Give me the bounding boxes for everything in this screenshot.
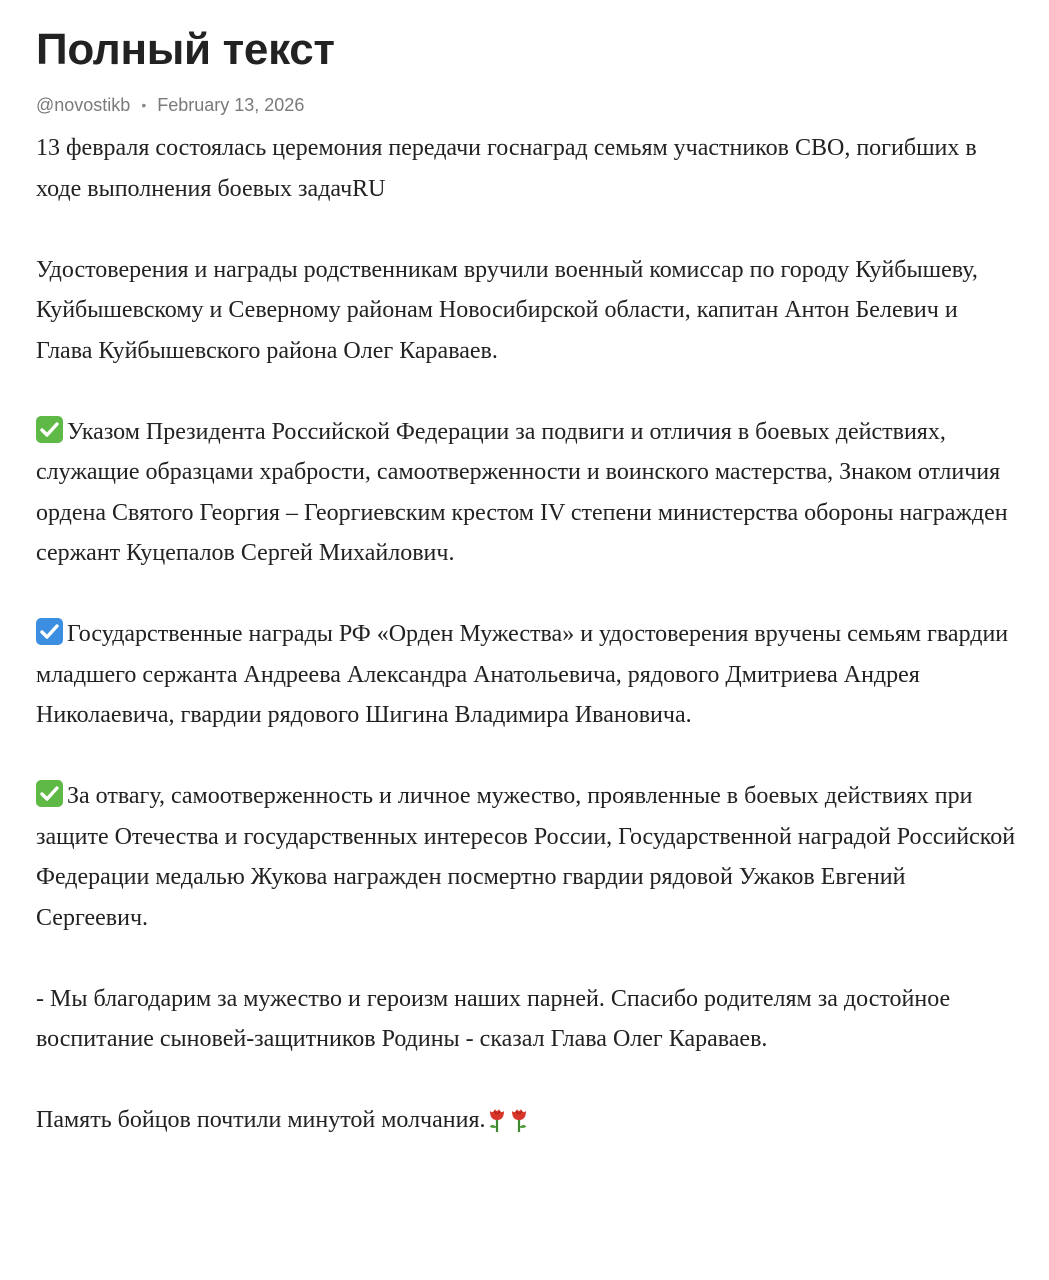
paragraph-text: Государственные награды РФ «Орден Мужества» и удостоверения вручены семьям гвардии младшего сержанта Андреева Александра Анатольевича, рядового Дмитриева Андрея Николаевича, гвардии рядового Шигина Владимира Ивановича. <box>36 621 1009 728</box>
paragraph <box>36 128 1016 209</box>
paragraph <box>36 1100 1016 1141</box>
article <box>36 24 1016 1141</box>
paragraph-text: Указом Президента Российской Федерации за подвиги и отличия в боевых действиях, служащие образцами храбрости, самоотверженности и воинского мастерства, Знаком отличия ордена Святого Георгия – Георгиевским крестом IV степени министерства обороны награжден сержант Куцепалов Сергей Михайлович. <box>36 418 1008 566</box>
check-mark-button-green-icon <box>36 780 63 807</box>
paragraph-text: Удостоверения и награды родственникам вручили военный комиссар по городу Куйбышеву, Куйбышевскому и Северному районам Новосибирской области, капитан Антон Белевич и Глава Куйбышевского района Олег Караваев. <box>36 256 978 364</box>
page-title: Полный текст <box>36 25 335 74</box>
paragraph <box>36 412 1016 574</box>
paragraph <box>36 776 1016 938</box>
paragraph-text: Память бойцов почтили минутой молчания. <box>36 1107 486 1133</box>
article-body <box>36 128 1016 1141</box>
author-handle[interactable]: @novostikb <box>36 95 131 115</box>
rose-icon <box>508 1105 530 1133</box>
check-box-blue-icon <box>36 618 63 645</box>
check-mark-button-green-icon <box>36 416 63 443</box>
rose-icon <box>486 1105 508 1133</box>
post-meta <box>36 92 1016 118</box>
paragraph <box>36 979 1016 1060</box>
paragraph <box>36 614 1016 736</box>
paragraph-text: - Мы благодарим за мужество и героизм наших парней. Спасибо родителям за достойное воспитание сыновей-защитников Родины - сказал Глава Олег Караваев. <box>36 985 951 1052</box>
meta-separator-dot: • <box>141 97 147 113</box>
paragraph-text: 13 февраля состоялась церемония передачи госнаград семьям участников СВО, погибших в ходе выполнения боевых задачRU <box>36 135 977 202</box>
publish-date: February 13, 2026 <box>157 95 305 115</box>
paragraph <box>36 250 1016 372</box>
paragraph-text: За отвагу, самоотверженность и личное мужество, проявленные в боевых действиях при защите Отечества и государственных интересов России, Государственной наградой Российской Федерации медалью Жукова награжден посмертно гвардии рядовой Ужаков Евгений Сергеевич. <box>36 783 1016 931</box>
